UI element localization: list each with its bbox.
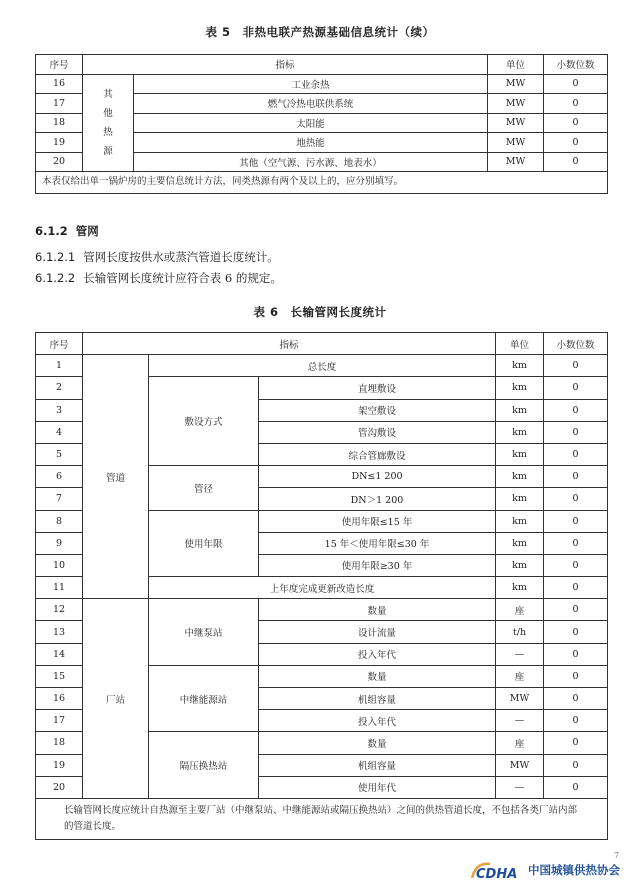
row-item: 总长度 — [149, 355, 496, 377]
row-no: 6 — [36, 466, 83, 488]
row-unit: km — [496, 399, 544, 421]
row-decimals: 0 — [544, 443, 608, 465]
header-decimals: 小数位数 — [544, 333, 608, 355]
row-item: 使用年限≥30 年 — [259, 554, 496, 576]
page-number: 7 — [614, 851, 620, 860]
header-no: 序号 — [36, 55, 83, 75]
row-item: 投入年代 — [259, 643, 496, 665]
row-no: 13 — [36, 621, 83, 643]
row-item: 使用年代 — [259, 776, 496, 798]
section-title: 管网 — [75, 224, 99, 238]
row-unit: 座 — [496, 665, 544, 687]
paragraph-text: 管网长度按供水或蒸汽管道长度统计。 — [83, 250, 279, 264]
row-unit: — — [496, 776, 544, 798]
row-decimals: 0 — [544, 74, 608, 94]
row-unit: MW — [496, 754, 544, 776]
row-item: DN≤1 200 — [259, 466, 496, 488]
table6-header-row — [36, 333, 608, 355]
row-unit: km — [496, 577, 544, 599]
row-unit: km — [496, 377, 544, 399]
subgroup-relay-energy: 中继能源站 — [149, 665, 259, 732]
row-no: 11 — [36, 577, 83, 599]
row-decimals: 0 — [544, 665, 608, 687]
row-no: 19 — [36, 133, 83, 153]
header-unit: 单位 — [488, 55, 544, 75]
row-unit: km — [496, 510, 544, 532]
row-item: 上年度完成更新改造长度 — [149, 577, 496, 599]
row-decimals: 0 — [544, 94, 608, 114]
row-no: 1 — [36, 355, 83, 377]
row-no: 16 — [36, 688, 83, 710]
row-no: 7 — [36, 488, 83, 510]
row-item: 太阳能 — [134, 113, 488, 133]
row-no: 10 — [36, 554, 83, 576]
table6-note-row — [36, 798, 608, 839]
row-no: 2 — [36, 377, 83, 399]
row-item: 机组容量 — [259, 688, 496, 710]
row-unit: 座 — [496, 599, 544, 621]
row-decimals: 0 — [544, 133, 608, 153]
group-pipe: 管道 — [83, 355, 149, 599]
row-unit: MW — [488, 152, 544, 172]
row-unit: — — [496, 710, 544, 732]
table5-note: 本表仅给出单一锅炉房的主要信息统计方法，同类热源有两个及以上的，应分别填写。 — [36, 172, 608, 194]
group-char: 源 — [103, 145, 113, 157]
row-decimals: 0 — [544, 643, 608, 665]
row-item: 工业余热 — [134, 74, 488, 94]
row-no: 18 — [36, 113, 83, 133]
table-row — [36, 74, 608, 94]
table6-caption: 表 6 长输管网长度统计 — [253, 305, 387, 319]
row-decimals: 0 — [544, 152, 608, 172]
subgroup-relay-pump: 中继泵站 — [149, 599, 259, 666]
row-unit: km — [496, 554, 544, 576]
row-no: 18 — [36, 732, 83, 754]
row-no: 4 — [36, 421, 83, 443]
row-item: 15 年＜使用年限≤30 年 — [259, 532, 496, 554]
row-item: DN＞1 200 — [259, 488, 496, 510]
row-no: 17 — [36, 710, 83, 732]
row-decimals: 0 — [544, 754, 608, 776]
row-item: 其他（空气源、污水源、地表水） — [134, 152, 488, 172]
row-no: 19 — [36, 754, 83, 776]
table-row — [36, 355, 608, 377]
subgroup-diameter: 管径 — [149, 466, 259, 510]
row-no: 16 — [36, 74, 83, 94]
row-decimals: 0 — [544, 732, 608, 754]
row-unit: km — [496, 421, 544, 443]
subgroup-laying: 敷设方式 — [149, 377, 259, 466]
group-char: 其 — [103, 88, 113, 100]
row-decimals: 0 — [544, 510, 608, 532]
row-unit: MW — [488, 133, 544, 153]
table6-note: 长输管网长度应统计自热源至主要厂站（中继泵站、中继能源站或隔压换热站）之间的供热管道长度，不包括各类厂站内部的管道长度。 — [36, 798, 608, 839]
row-item: 直埋敷设 — [259, 377, 496, 399]
header-decimals: 小数位数 — [544, 55, 608, 75]
row-decimals: 0 — [544, 421, 608, 443]
section-heading — [35, 223, 99, 239]
table6 — [35, 332, 608, 840]
row-decimals: 0 — [544, 776, 608, 798]
header-unit: 单位 — [496, 333, 544, 355]
subgroup-service-life: 使用年限 — [149, 510, 259, 577]
row-decimals: 0 — [544, 355, 608, 377]
paragraph-text: 长输管网长度统计应符合表 6 的规定。 — [83, 271, 282, 285]
row-decimals: 0 — [544, 688, 608, 710]
row-decimals: 0 — [544, 710, 608, 732]
row-decimals: 0 — [544, 599, 608, 621]
row-item: 数量 — [259, 599, 496, 621]
row-unit: MW — [488, 113, 544, 133]
row-unit: MW — [488, 94, 544, 114]
row-decimals: 0 — [544, 113, 608, 133]
row-no: 8 — [36, 510, 83, 532]
paragraph-number: 6.1.2.2 — [35, 271, 76, 285]
row-item: 数量 — [259, 665, 496, 687]
row-item: 管沟敷设 — [259, 421, 496, 443]
row-unit: MW — [496, 688, 544, 710]
row-decimals: 0 — [544, 621, 608, 643]
table5-note-row — [36, 172, 608, 194]
header-item: 指标 — [83, 333, 496, 355]
row-item: 地热能 — [134, 133, 488, 153]
table5-caption: 表 5 非热电联产热源基础信息统计（续） — [205, 25, 435, 39]
row-decimals: 0 — [544, 554, 608, 576]
row-no: 17 — [36, 94, 83, 114]
row-unit: 座 — [496, 732, 544, 754]
row-item: 架空敷设 — [259, 399, 496, 421]
row-unit: km — [496, 443, 544, 465]
table-row — [36, 599, 608, 621]
row-item: 机组容量 — [259, 754, 496, 776]
row-decimals: 0 — [544, 377, 608, 399]
section-number: 6.1.2 — [35, 224, 68, 238]
group-other-sources — [83, 74, 134, 172]
row-unit: km — [496, 355, 544, 377]
row-item: 设计流量 — [259, 621, 496, 643]
row-item: 燃气冷热电联供系统 — [134, 94, 488, 114]
row-decimals: 0 — [544, 488, 608, 510]
logo-text: 中国城镇供热协会 — [528, 863, 620, 877]
group-char: 热 — [103, 126, 113, 138]
logo-abbr: CDHA — [476, 867, 518, 882]
row-unit: km — [496, 466, 544, 488]
row-no: 14 — [36, 643, 83, 665]
row-unit: km — [496, 488, 544, 510]
table5 — [35, 54, 608, 194]
row-item: 数量 — [259, 732, 496, 754]
row-item: 使用年限≤15 年 — [259, 510, 496, 532]
row-unit: MW — [488, 74, 544, 94]
paragraph-number: 6.1.2.1 — [35, 250, 76, 264]
group-station: 厂站 — [83, 599, 149, 799]
row-no: 15 — [36, 665, 83, 687]
paragraph-6-1-2-2 — [35, 270, 282, 286]
table5-header-row — [36, 55, 608, 75]
row-decimals: 0 — [544, 532, 608, 554]
group-char: 他 — [103, 107, 113, 119]
row-no: 5 — [36, 443, 83, 465]
row-no: 20 — [36, 776, 83, 798]
row-no: 9 — [36, 532, 83, 554]
row-decimals: 0 — [544, 399, 608, 421]
row-no: 3 — [36, 399, 83, 421]
row-item: 投入年代 — [259, 710, 496, 732]
row-decimals: 0 — [544, 577, 608, 599]
row-no: 20 — [36, 152, 83, 172]
row-item: 综合管廊敷设 — [259, 443, 496, 465]
paragraph-6-1-2-1 — [35, 249, 279, 265]
cdha-logo-icon — [468, 858, 526, 884]
row-unit: — — [496, 643, 544, 665]
row-decimals: 0 — [544, 466, 608, 488]
row-no: 12 — [36, 599, 83, 621]
header-no: 序号 — [36, 333, 83, 355]
row-unit: t/h — [496, 621, 544, 643]
header-item: 指标 — [83, 55, 488, 75]
row-unit: km — [496, 532, 544, 554]
subgroup-isolation: 隔压换热站 — [149, 732, 259, 799]
